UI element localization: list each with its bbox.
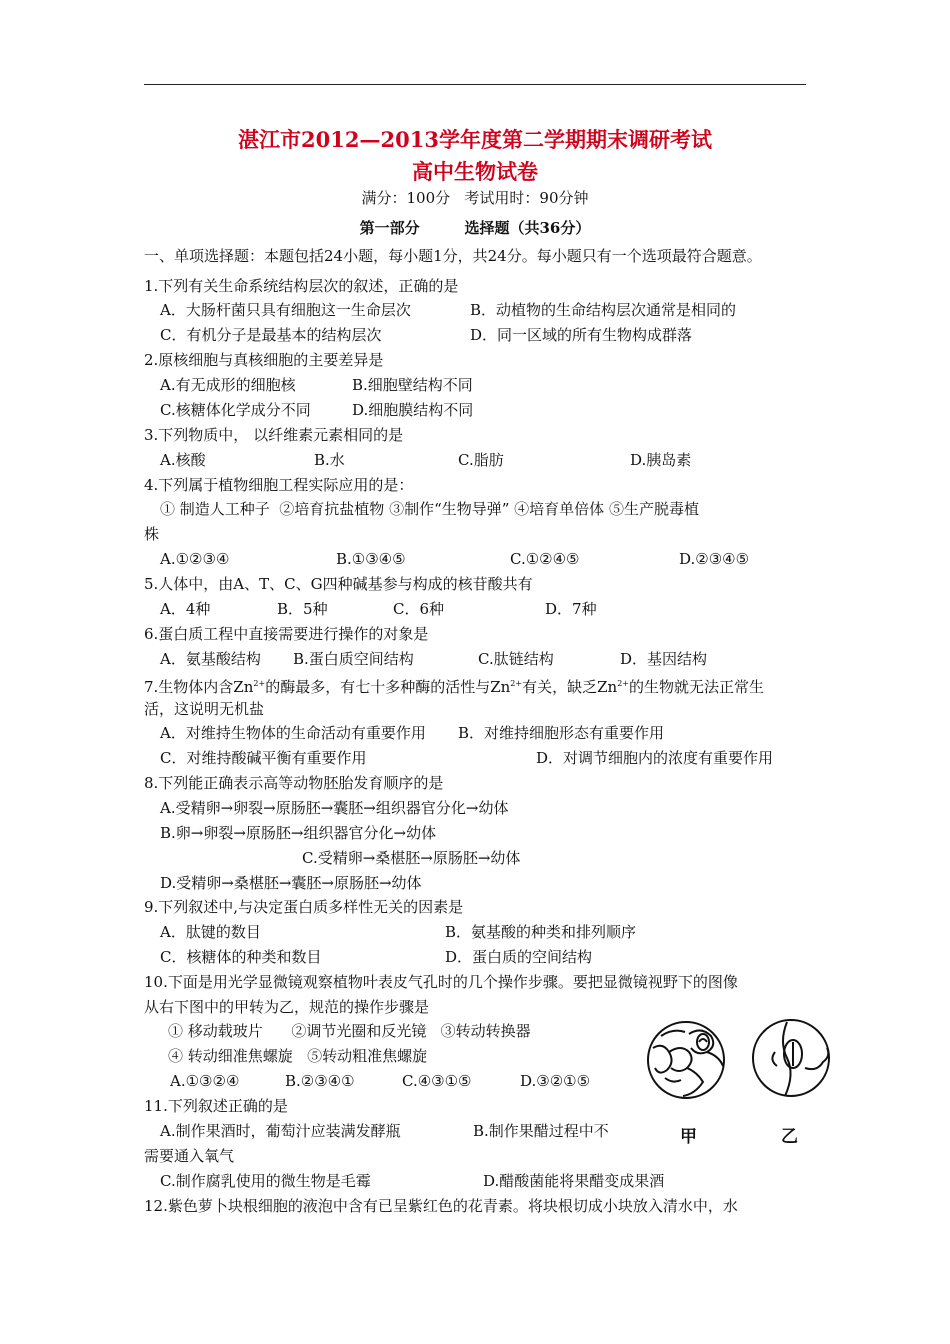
option-b: B.制作果醋过程中不: [473, 1122, 609, 1140]
question-stem: 5.人体中，由A、T、C、G四种碱基参与构成的核苷酸共有: [144, 575, 533, 593]
question-stem: 11.下列叙述正确的是: [144, 1097, 288, 1115]
option-c: C.①②④⑤: [510, 550, 580, 568]
option-d: D．蛋白质的空间结构: [445, 948, 593, 966]
figure-label-jia: 甲: [680, 1127, 697, 1147]
option-a: A．对维持生物体的生命活动有重要作用: [160, 724, 426, 742]
option-b: B.①③④⑤: [336, 550, 406, 568]
exam-subtitle: 高中生物试卷: [412, 159, 538, 184]
question-stem: 6.蛋白质工程中直接需要进行操作的对象是: [144, 625, 429, 643]
option-c: C.④③①⑤: [402, 1072, 472, 1090]
option-d: D．7种: [545, 600, 597, 618]
option-c: C．对维持酸碱平衡有重要作用: [160, 749, 367, 767]
option-d: D.细胞膜结构不同: [352, 401, 474, 419]
exam-title: 湛江市2012—2013学年度第二学期期末调研考试: [238, 127, 712, 152]
option-c: C.核糖体化学成分不同: [160, 401, 311, 419]
option-b: B．5种: [277, 600, 328, 618]
option-c: C.受精卵→桑椹胚→原肠胚→幼体: [302, 849, 521, 867]
question-steps: ① 移动载玻片 ②调节光圈和反光镜 ③转动转换器: [168, 1022, 531, 1040]
option-c: C．有机分子是最基本的结构层次: [160, 326, 382, 344]
question-items: ① 制造人工种子 ②培育抗盐植物 ③制作“生物导弹” ④培育单倍体 ⑤生产脱毒植: [160, 500, 699, 518]
question-stem: 3.下列物质中， 以纤维素元素相同的是: [144, 426, 404, 444]
question-steps: ④ 转动细准焦螺旋 ⑤转动粗准焦螺旋: [168, 1047, 428, 1065]
option-c: C.肽链结构: [478, 650, 554, 668]
question-stem-cont: 活，这说明无机盐: [144, 700, 265, 718]
option-d: D.醋酸菌能将果醋变成果酒: [483, 1172, 665, 1190]
option-b: B.②③④①: [285, 1072, 355, 1090]
question-items-cont: 株: [144, 525, 160, 543]
option-b: B.卵→卵裂→原肠胚→组织器官分化→幼体: [160, 824, 437, 842]
top-rule: [144, 84, 806, 85]
option-b: B.细胞壁结构不同: [352, 376, 473, 394]
option-a: A．肽键的数目: [160, 923, 261, 941]
option-d: D．同一区域的所有生物构成群落: [470, 326, 693, 344]
option-b: B．动植物的生命结构层次通常是相同的: [470, 301, 737, 319]
option-c: C．6种: [393, 600, 445, 618]
question-stem: 8.下列能正确表示高等动物胚胎发育顺序的是: [144, 774, 444, 792]
option-d: D.胰岛素: [630, 451, 692, 469]
option-b: B．对维持细胞形态有重要作用: [458, 724, 665, 742]
option-a: A.①③②④: [170, 1072, 240, 1090]
section-heading: 第一部分 选择题（共36分）: [359, 219, 591, 237]
option-a: A.制作果酒时，葡萄汁应装满发酵瓶: [160, 1122, 401, 1140]
option-d: D.②③④⑤: [679, 550, 750, 568]
exam-info: 满分：100分 考试用时：90分钟: [361, 189, 589, 207]
option-d: D.③②①⑤: [520, 1072, 591, 1090]
figure-label-yi: 乙: [781, 1127, 798, 1147]
option-b-cont: 需要通入氧气: [144, 1147, 235, 1165]
option-a: A.核酸: [160, 451, 206, 469]
question-stem: 4.下列属于植物细胞工程实际应用的是：: [144, 476, 414, 494]
view-yi-image: [753, 1020, 829, 1096]
question-stem: 10.下面是用光学显微镜观察植物叶表皮气孔时的几个操作步骤。要把显微镜视野下的图像: [144, 973, 738, 991]
microscope-figure: [645, 1012, 835, 1102]
question-stem: 7.生物体内含$Zn^{2+}$的酶最多，有七十多种酶的活性与$Zn^{2+}$有关，缺乏$Zn^{2+}$的生物就无法正常生: [144, 678, 764, 696]
option-d: D.受精卵→桑椹胚→囊胚→原肠胚→幼体: [160, 874, 422, 892]
question-stem: 12.紫色萝卜块根细胞的液泡中含有已呈紫红色的花青素。将块根切成小块放入清水中，水: [144, 1197, 738, 1215]
option-c: C．核糖体的种类和数目: [160, 948, 322, 966]
option-c: C.脂肪: [458, 451, 504, 469]
option-a: A．氨基酸结构: [160, 650, 261, 668]
option-a: A．大肠杆菌只具有细胞这一生命层次: [160, 301, 411, 319]
question-stem: 9.下列叙述中,与决定蛋白质多样性无关的因素是: [144, 898, 464, 916]
view-jia-image: [648, 1022, 724, 1098]
question-stem: 2.原核细胞与真核细胞的主要差异是: [144, 351, 384, 369]
option-b: B.蛋白质空间结构: [293, 650, 414, 668]
option-a: A．4种: [160, 600, 211, 618]
option-a: A.①②③④: [160, 550, 230, 568]
option-d: D．基因结构: [620, 650, 708, 668]
option-c: C.制作腐乳使用的微生物是毛霉: [160, 1172, 371, 1190]
instructions: 一、单项选择题：本题包括24小题，每小题1分，共24分。每小题只有一个选项最符合题意。: [144, 247, 762, 265]
question-stem-cont: 从右下图中的甲转为乙，规范的操作步骤是: [144, 998, 430, 1016]
option-b: B．氨基酸的种类和排列顺序: [445, 923, 637, 941]
question-stem: 1.下列有关生命系统结构层次的叙述，正确的是: [144, 277, 459, 295]
option-a: A.受精卵→卵裂→原肠胚→囊胚→组织器官分化→幼体: [160, 799, 509, 817]
option-a: A.有无成形的细胞核: [160, 376, 296, 394]
option-d: D．对调节细胞内的浓度有重要作用: [536, 749, 774, 767]
option-b: B.水: [314, 451, 345, 469]
